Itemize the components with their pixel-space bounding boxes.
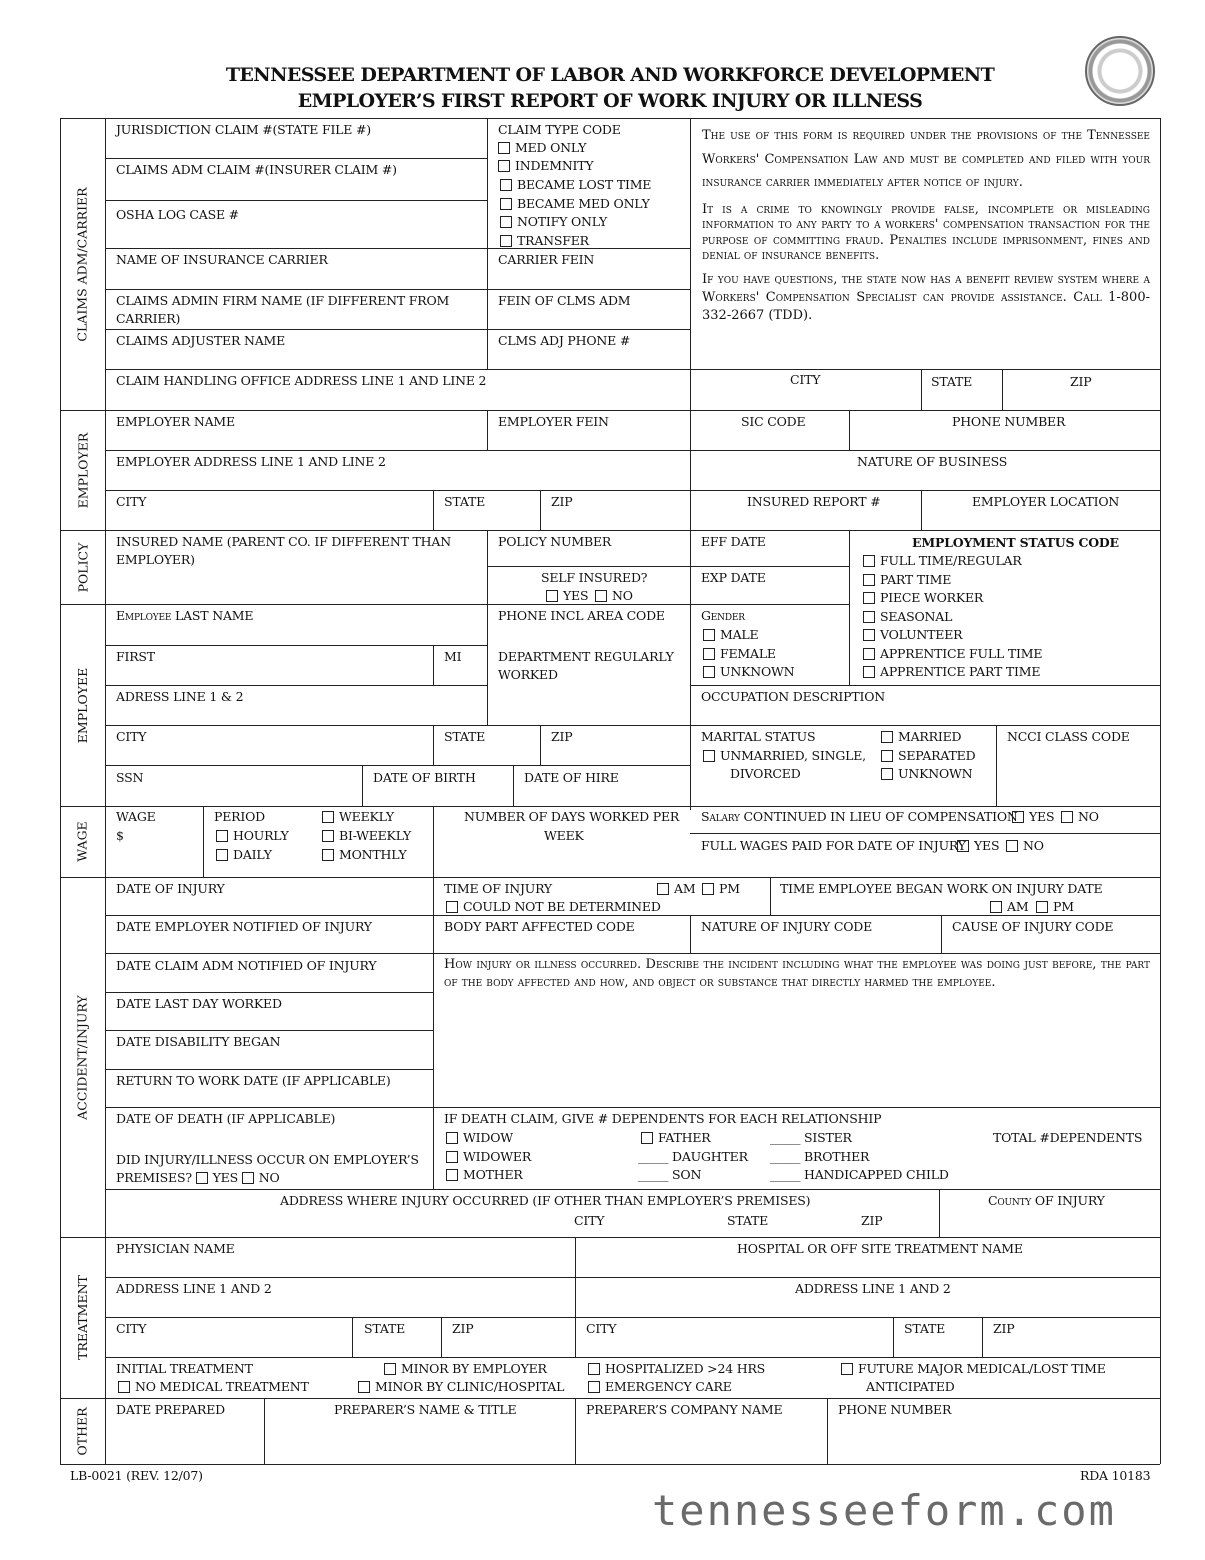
carrier-fein-field[interactable]: CARRIER FEIN: [498, 252, 595, 267]
dependent-widower[interactable]: WIDOWER: [446, 1148, 531, 1165]
injury-zip-field[interactable]: ZIP: [861, 1213, 883, 1228]
checkbox-icon[interactable]: [216, 830, 228, 842]
checkbox-icon[interactable]: [1006, 840, 1018, 852]
period-monthly[interactable]: MONTHLY: [322, 846, 407, 863]
checkbox-icon[interactable]: [500, 198, 512, 210]
checkbox-icon[interactable]: [863, 629, 875, 641]
section-label-accident: ACCIDENT/INJURY: [75, 994, 90, 1120]
section-label-wage: WAGE: [75, 821, 90, 862]
checkbox-icon[interactable]: [595, 590, 607, 602]
dependent-widow[interactable]: WIDOW: [446, 1129, 513, 1146]
gender-label: Gender: [701, 608, 745, 623]
self-insured-label: SELF INSURED?: [541, 570, 648, 585]
department-field-line2: WORKED: [498, 667, 558, 682]
total-dependents-field[interactable]: TOTAL #DEPENDENTS: [993, 1130, 1143, 1145]
employee-zip-field[interactable]: ZIP: [551, 729, 573, 744]
premises-question-label: DID INJURY/ILLNESS OCCUR ON EMPLOYER’S: [116, 1152, 419, 1167]
section-label-treatment: TREATMENT: [75, 1275, 91, 1360]
date-prepared-field[interactable]: DATE PREPARED: [116, 1402, 225, 1417]
self-insured-no[interactable]: NO: [595, 587, 633, 604]
days-worked-field[interactable]: NUMBER OF DAYS WORKED PER: [464, 809, 680, 824]
checkbox-icon[interactable]: [863, 574, 875, 586]
employee-mi-field[interactable]: MI: [444, 649, 462, 664]
date-claim-adm-notified-field[interactable]: DATE CLAIM ADM NOTIFIED OF INJURY: [116, 958, 377, 973]
checkbox-icon[interactable]: [703, 629, 715, 641]
checkbox-icon[interactable]: [1012, 811, 1024, 823]
handling-office-field[interactable]: CLAIM HANDLING OFFICE ADDRESS LINE 1 AND LINE 2: [116, 373, 487, 388]
hospital-address-field[interactable]: ADDRESS LINE 1 AND 2: [795, 1281, 951, 1296]
date-of-hire-field[interactable]: DATE OF HIRE: [524, 770, 619, 785]
treatment-emergency[interactable]: EMERGENCY CARE: [588, 1378, 732, 1395]
dependent-handicapped-child[interactable]: _____ HANDICAPPED CHILD: [770, 1167, 949, 1182]
checkbox-icon[interactable]: [641, 1132, 653, 1144]
admin-firm-field-line2: CARRIER): [116, 311, 181, 326]
checkbox-icon[interactable]: [446, 1169, 458, 1181]
employer-state-field[interactable]: STATE: [444, 494, 486, 509]
dependent-sister[interactable]: _____ SISTER: [770, 1130, 852, 1145]
insurance-carrier-field[interactable]: NAME OF INSURANCE CARRIER: [116, 252, 328, 267]
section-label-claims: CLAIMS ADM/CARRIER: [75, 186, 90, 342]
salary-continued-no[interactable]: NO: [1061, 808, 1099, 825]
county-of-injury-field[interactable]: County OF INJURY: [988, 1193, 1105, 1208]
checkbox-icon[interactable]: [500, 235, 512, 247]
claim-type-notify-only[interactable]: NOTIFY ONLY: [500, 213, 607, 230]
dependent-daughter[interactable]: _____ DAUGHTER: [638, 1149, 748, 1164]
checkbox-icon[interactable]: [703, 648, 715, 660]
checkbox-icon[interactable]: [702, 883, 714, 895]
claims-adm-claim-field[interactable]: CLAIMS ADM CLAIM #(INSURER CLAIM #): [116, 162, 397, 177]
preparer-phone-field[interactable]: PHONE NUMBER: [838, 1402, 952, 1417]
section-label-employee: EMPLOYEE: [75, 667, 91, 743]
physician-name-field[interactable]: PHYSICIAN NAME: [116, 1241, 235, 1256]
claim-type-transfer[interactable]: TRANSFER: [500, 232, 589, 249]
employee-phone-field[interactable]: PHONE INCL AREA CODE: [498, 608, 665, 623]
jurisdiction-claim-field[interactable]: JURISDICTION CLAIM #(STATE FILE #): [116, 122, 371, 137]
employer-city-field[interactable]: CITY: [116, 494, 147, 509]
checkbox-icon[interactable]: [546, 590, 558, 602]
treatment-minor-employer[interactable]: MINOR BY EMPLOYER: [384, 1360, 547, 1377]
date-of-birth-field[interactable]: DATE OF BIRTH: [373, 770, 476, 785]
checkbox-icon[interactable]: [863, 648, 875, 660]
body-part-code-field[interactable]: BODY PART AFFECTED CODE: [444, 919, 635, 934]
rda-number: RDA 10183: [1080, 1468, 1151, 1483]
form-title-line2: EMPLOYER’S FIRST REPORT OF WORK INJURY OR ILLNESS: [297, 90, 923, 112]
dependent-brother[interactable]: _____ BROTHER: [770, 1149, 870, 1164]
checkbox-icon[interactable]: [446, 1132, 458, 1144]
claim-type-became-lost-time[interactable]: BECAME LOST TIME: [500, 176, 651, 193]
dependent-son[interactable]: _____ SON: [638, 1167, 702, 1182]
employee-first-name-field[interactable]: FIRST: [116, 649, 155, 664]
checkbox-icon[interactable]: [216, 849, 228, 861]
employee-state-field[interactable]: STATE: [444, 729, 486, 744]
injury-state-field[interactable]: STATE: [727, 1213, 769, 1228]
checkbox-icon[interactable]: [446, 901, 458, 913]
salary-continued-yes[interactable]: YES: [1012, 808, 1054, 825]
notice-text: [702, 124, 1150, 332]
salary-continued-label: Salary CONTINUED IN LIEU OF COMPENSATION: [701, 809, 1018, 824]
time-began-work-field[interactable]: TIME EMPLOYEE BEGAN WORK ON INJURY DATE: [780, 881, 1103, 896]
checkbox-icon[interactable]: [863, 592, 875, 604]
checkbox-icon[interactable]: [322, 830, 334, 842]
admin-firm-field[interactable]: CLAIMS ADMIN FIRM NAME (IF DIFFERENT FROM: [116, 293, 450, 308]
return-to-work-field[interactable]: RETURN TO WORK DATE (IF APPLICABLE): [116, 1073, 391, 1088]
clms-adj-phone-field[interactable]: CLMS ADJ PHONE #: [498, 333, 631, 348]
date-of-death-field[interactable]: DATE OF DEATH (IF APPLICABLE): [116, 1111, 336, 1126]
period-weekly[interactable]: WEEKLY: [322, 808, 394, 825]
time-began-am[interactable]: AM: [990, 898, 1028, 915]
status-volunteer[interactable]: VOLUNTEER: [863, 626, 962, 643]
checkbox-icon[interactable]: [588, 1381, 600, 1393]
employment-status-label: EMPLOYMENT STATUS CODE: [912, 535, 1119, 550]
section-label-employer: EMPLOYER: [75, 432, 91, 508]
watermark: tennesseeform.com: [652, 1486, 1116, 1535]
tennessee-state-seal-icon: [1085, 36, 1155, 106]
nature-of-business-field[interactable]: NATURE OF BUSINESS: [857, 454, 1008, 469]
could-not-be-determined[interactable]: COULD NOT BE DETERMINED: [446, 898, 661, 915]
exp-date-field[interactable]: EXP DATE: [701, 570, 766, 585]
checkbox-icon[interactable]: [1036, 901, 1048, 913]
insured-name-field-line2: EMPLOYER): [116, 552, 195, 567]
checkbox-icon[interactable]: [1061, 811, 1073, 823]
status-apprentice-part[interactable]: APPRENTICE PART TIME: [863, 663, 1040, 680]
checkbox-icon[interactable]: [957, 840, 969, 852]
claims-zip-field[interactable]: ZIP: [1070, 374, 1092, 389]
physician-state-field[interactable]: STATE: [364, 1321, 406, 1336]
checkbox-icon[interactable]: [881, 731, 893, 743]
checkbox-icon[interactable]: [703, 750, 715, 762]
physician-address-field[interactable]: ADDRESS LINE 1 AND 2: [116, 1281, 272, 1296]
status-piece-worker[interactable]: PIECE WORKER: [863, 589, 983, 606]
physician-zip-field[interactable]: ZIP: [452, 1321, 474, 1336]
sic-code-field[interactable]: SIC CODE: [741, 414, 806, 429]
hospital-zip-field[interactable]: ZIP: [993, 1321, 1015, 1336]
checkbox-icon[interactable]: [703, 666, 715, 678]
hospital-state-field[interactable]: STATE: [904, 1321, 946, 1336]
checkbox-icon[interactable]: [358, 1381, 370, 1393]
checkbox-icon[interactable]: [384, 1363, 396, 1375]
wage-amount-field[interactable]: $: [116, 828, 124, 843]
marital-unmarried-line2: DIVORCED: [730, 766, 801, 781]
ssn-field[interactable]: SSN: [116, 770, 144, 785]
dependent-father[interactable]: FATHER: [641, 1129, 711, 1146]
checkbox-icon[interactable]: [881, 750, 893, 762]
checkbox-icon[interactable]: [863, 611, 875, 623]
checkbox-icon[interactable]: [446, 1151, 458, 1163]
policy-number-field[interactable]: POLICY NUMBER: [498, 534, 612, 549]
checkbox-icon[interactable]: [841, 1363, 853, 1375]
employer-phone-field[interactable]: PHONE NUMBER: [952, 414, 1066, 429]
notice-paragraph-3: If you have questions, the state now has a benefit review system where a Workers' Compensation Specialist can provide assistance. Call 1-800-332-2667 (TDD).: [702, 271, 1150, 323]
insured-report-field[interactable]: INSURED REPORT #: [747, 494, 881, 509]
cause-injury-code-field[interactable]: CAUSE OF INJURY CODE: [952, 919, 1114, 934]
checkbox-icon[interactable]: [322, 811, 334, 823]
notice-paragraph-2: It is a crime to knowingly provide false, incomplete or misleading information to any party to a workers' compensation transaction for the purpose of committing fraud. Penalties include imprisonment, fines and denial of insurance benefits.: [702, 201, 1150, 263]
checkbox-icon[interactable]: [990, 901, 1002, 913]
gender-female[interactable]: FEMALE: [703, 645, 776, 662]
full-wages-label: FULL WAGES PAID FOR DATE OF INJURY: [701, 838, 966, 853]
treatment-future-major[interactable]: FUTURE MAJOR MEDICAL/LOST TIME: [841, 1360, 1106, 1377]
ncci-class-field[interactable]: NCCI CLASS CODE: [1007, 729, 1130, 744]
checkbox-icon[interactable]: [498, 142, 510, 154]
address-injury-occurred-field[interactable]: ADDRESS WHERE INJURY OCCURRED (IF OTHER THAN EMPLOYER’S PREMISES): [280, 1193, 811, 1208]
fein-clms-adm-field[interactable]: FEIN OF CLMS ADM: [498, 293, 631, 308]
treatment-no-medical[interactable]: NO MEDICAL TREATMENT: [118, 1378, 309, 1395]
self-insured-yes[interactable]: YES: [546, 587, 588, 604]
section-label-policy: POLICY: [75, 542, 90, 592]
full-wages-no[interactable]: NO: [1006, 837, 1044, 854]
full-wages-yes[interactable]: YES: [957, 837, 999, 854]
marital-status-label: MARITAL STATUS: [701, 729, 816, 744]
marital-married[interactable]: MARRIED: [881, 728, 961, 745]
initial-treatment-label: INITIAL TREATMENT: [116, 1361, 253, 1376]
physician-city-field[interactable]: CITY: [116, 1321, 147, 1336]
employee-city-field[interactable]: CITY: [116, 729, 147, 744]
how-injury-occurred-field[interactable]: How injury or illness occurred. Describe the incident including what the employee was doing just before, the part of the body affected and how, and object or substance that directly harmed the employee.: [444, 957, 1150, 990]
marital-unknown[interactable]: UNKNOWN: [881, 765, 972, 782]
gender-male[interactable]: MALE: [703, 626, 758, 643]
occupation-field[interactable]: OCCUPATION DESCRIPTION: [701, 689, 886, 704]
marital-separated[interactable]: SEPARATED: [881, 747, 975, 764]
notice-paragraph-1: The use of this form is required under the provisions of the Tennessee Workers' Compensation Law and must be completed and filed with your insurance carrier immediately after notice of injury.: [702, 128, 1150, 190]
nature-injury-code-field[interactable]: NATURE OF INJURY CODE: [701, 919, 872, 934]
status-seasonal[interactable]: SEASONAL: [863, 608, 952, 625]
employer-name-field[interactable]: EMPLOYER NAME: [116, 414, 235, 429]
employee-last-name-field[interactable]: Employee LAST NAME: [116, 608, 254, 623]
status-apprentice-full[interactable]: APPRENTICE FULL TIME: [863, 645, 1042, 662]
premises-question-line2: PREMISES? YES NO: [116, 1170, 280, 1185]
status-part-time[interactable]: PART TIME: [863, 571, 951, 588]
checkbox-icon[interactable]: [498, 160, 510, 172]
claims-adjuster-field[interactable]: CLAIMS ADJUSTER NAME: [116, 333, 286, 348]
status-full-time[interactable]: FULL TIME/REGULAR: [863, 552, 1022, 569]
checkbox-icon[interactable]: [196, 1172, 208, 1184]
claim-type-became-med-only[interactable]: BECAME MED ONLY: [500, 195, 650, 212]
treatment-minor-clinic[interactable]: MINOR BY CLINIC/HOSPITAL: [358, 1378, 564, 1395]
hospital-city-field[interactable]: CITY: [586, 1321, 617, 1336]
hospital-name-field[interactable]: HOSPITAL OR OFF SITE TREATMENT NAME: [737, 1241, 1023, 1256]
preparer-company-field[interactable]: PREPARER’S COMPANY NAME: [586, 1402, 783, 1417]
employer-zip-field[interactable]: ZIP: [551, 494, 573, 509]
period-label: PERIOD: [214, 809, 265, 824]
date-disability-field[interactable]: DATE DISABILITY BEGAN: [116, 1034, 281, 1049]
claims-state-field[interactable]: STATE: [931, 374, 973, 389]
time-of-injury-field[interactable]: TIME OF INJURY: [444, 881, 552, 896]
date-employer-notified-field[interactable]: DATE EMPLOYER NOTIFIED OF INJURY: [116, 919, 372, 934]
checkbox-icon[interactable]: [242, 1172, 254, 1184]
checkbox-icon[interactable]: [500, 216, 512, 228]
time-of-injury-pm[interactable]: PM: [702, 880, 740, 897]
marital-unmarried[interactable]: UNMARRIED, SINGLE,: [703, 747, 866, 764]
time-began-pm[interactable]: PM: [1036, 898, 1074, 915]
insured-name-field[interactable]: INSURED NAME (PARENT CO. IF DIFFERENT THAN: [116, 534, 451, 549]
checkbox-icon[interactable]: [588, 1363, 600, 1375]
injury-city-field[interactable]: CITY: [574, 1213, 605, 1228]
employee-address-field[interactable]: ADRESS LINE 1 & 2: [116, 689, 244, 704]
treatment-hospitalized[interactable]: HOSPITALIZED >24 HRS: [588, 1360, 765, 1377]
employer-location-field[interactable]: EMPLOYER LOCATION: [972, 494, 1120, 509]
section-label-other: OTHER: [75, 1406, 90, 1456]
checkbox-icon[interactable]: [863, 555, 875, 567]
checkbox-icon[interactable]: [322, 849, 334, 861]
checkbox-icon[interactable]: [863, 666, 875, 678]
form-id: LB-0021 (REV. 12/07): [70, 1468, 203, 1483]
employer-address-field[interactable]: EMPLOYER ADDRESS LINE 1 AND LINE 2: [116, 454, 386, 469]
claim-type-med-only[interactable]: MED ONLY: [498, 139, 586, 156]
period-daily[interactable]: DAILY: [216, 846, 272, 863]
checkbox-icon[interactable]: [118, 1381, 130, 1393]
death-claim-label: IF DEATH CLAIM, GIVE # DEPENDENTS FOR EACH RELATIONSHIP: [444, 1111, 882, 1126]
department-field[interactable]: DEPARTMENT REGULARLY: [498, 649, 674, 664]
date-last-worked-field[interactable]: DATE LAST DAY WORKED: [116, 996, 282, 1011]
days-worked-field-line2: WEEK: [544, 828, 584, 843]
checkbox-icon[interactable]: [881, 768, 893, 780]
employer-fein-field[interactable]: EMPLOYER FEIN: [498, 414, 609, 429]
checkbox-icon[interactable]: [500, 179, 512, 191]
wage-label: WAGE: [116, 809, 156, 824]
claim-type-indemnity[interactable]: INDEMNITY: [498, 157, 594, 174]
claim-type-code-label: CLAIM TYPE CODE: [498, 122, 621, 137]
gender-unknown[interactable]: UNKNOWN: [703, 663, 794, 680]
claims-city-field[interactable]: CITY: [790, 372, 821, 387]
period-biweekly[interactable]: BI-WEEKLY: [322, 827, 411, 844]
osha-log-case-field[interactable]: OSHA LOG CASE #: [116, 207, 239, 222]
dependent-mother[interactable]: MOTHER: [446, 1166, 523, 1183]
time-of-injury-am[interactable]: AM: [657, 880, 695, 897]
form-title-line1: TENNESSEE DEPARTMENT OF LABOR AND WORKFORCE DEVELOPMENT: [225, 64, 995, 86]
date-of-injury-field[interactable]: DATE OF INJURY: [116, 881, 225, 896]
treatment-anticipated-label: ANTICIPATED: [866, 1379, 955, 1394]
checkbox-icon[interactable]: [657, 883, 669, 895]
preparer-name-field[interactable]: PREPARER’S NAME & TITLE: [334, 1402, 517, 1417]
eff-date-field[interactable]: EFF DATE: [701, 534, 766, 549]
period-hourly[interactable]: HOURLY: [216, 827, 289, 844]
